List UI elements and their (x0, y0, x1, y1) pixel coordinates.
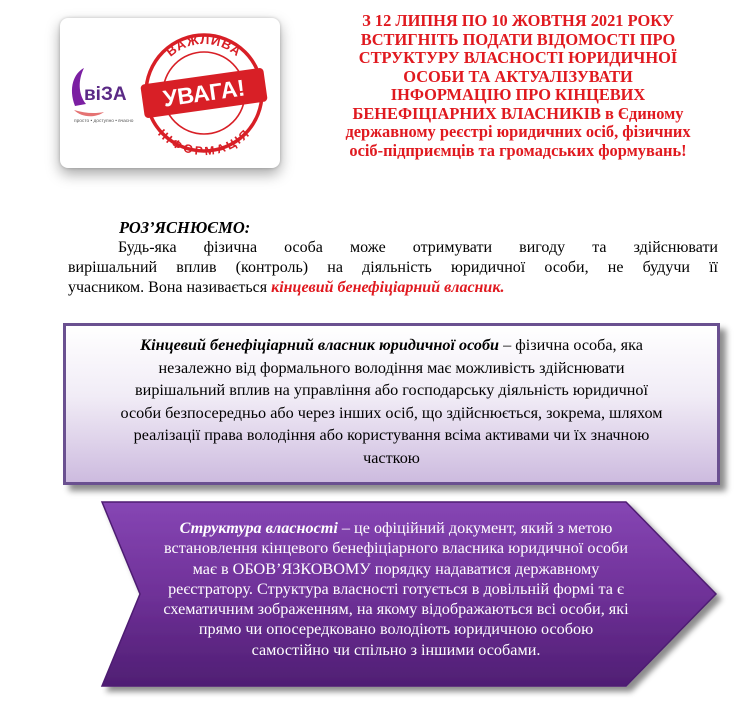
definition-line: незалежно від формального володіння має можливість здійснювати (158, 358, 625, 377)
explain-term: кінцевий бенефіціарний власник. (271, 279, 505, 296)
explain-paragraph (68, 238, 718, 298)
headline-line: СТРУКТУРУ ВЛАСНОСТІ ЮРИДИЧНОЇ (358, 48, 678, 67)
definition-box (63, 323, 720, 485)
viza-wordmark: віЗА (84, 84, 127, 105)
definition-line (66, 334, 717, 357)
viza-underline-icon (74, 110, 104, 116)
attention-stamp (140, 32, 268, 158)
logo-graphic (60, 18, 280, 168)
structure-term: Структура власності (179, 519, 338, 537)
stamp-top-text: ВАЖЛИВА (163, 31, 245, 60)
explain-line3-prefix: учасником. Вона називається (68, 279, 272, 296)
headline-line: ІНФОРМАЦІЮ ПРО КІНЦЕВИХ (390, 85, 646, 104)
structure-line (98, 518, 694, 538)
structure-line1-rest: – це офіційний документ, який з метою (337, 519, 613, 537)
structure-arrow (98, 498, 728, 698)
definition-line: особи безпосередньо або через інших осіб, що здійснюється, зокрема, шляхом (120, 403, 663, 422)
headline-line: державному реєстрі юридичних осіб, фізичних (345, 122, 691, 141)
definition-term: Кінцевий бенефіціарний власник юридичної особи (140, 336, 500, 354)
definition-line: часткою (363, 448, 420, 467)
definition-line: вирішальний вплив на управління або господарську діяльність юридичної (135, 381, 648, 399)
headline-line: ВСТИГНІТЬ ПОДАТИ ВІДОМОСТІ ПРО (360, 29, 676, 49)
structure-line: прямо чи опосередковано володіють юридичною особою (198, 620, 594, 639)
headline-line: осіб-підприємців та громадських формувань! (349, 140, 687, 160)
headline-line: З 12 ЛИПНЯ ПО 10 ЖОВТНЯ 2021 РОКУ (362, 11, 674, 30)
viza-tagline: просто • доступно • вчасно (74, 119, 134, 124)
viza-logo (72, 68, 134, 124)
headline-line: ОСОБИ ТА АКТУАЛІЗУВАТИ (403, 66, 633, 86)
structure-line: встановлення кінцевого бенефіціарного власника юридичної особи (163, 539, 629, 558)
structure-line: реєстратору. Структура власності готується в довільній формі та є (168, 579, 624, 598)
stamp-center-text: УВАГА! (161, 74, 247, 112)
headline-line: БЕНЕФІЦІАРНИХ ВЛАСНИКІВ в Єдиному (352, 103, 684, 123)
explain-line: вирішальний вплив (контроль) на діяльність юридичної особи, не будучи її (68, 259, 718, 276)
logo-card (60, 18, 280, 168)
deadline-headline (298, 12, 738, 160)
structure-line: має в ОБОВ’ЯЗКОВОМУ порядку надаватися державному (192, 559, 600, 578)
structure-line: схематичним зображенням, на якому відображаються всі особи, які (163, 600, 629, 619)
definition-text (66, 334, 717, 469)
explain-line: Будь-яка фізична особа може отримувати вигоду та здійснювати (118, 239, 718, 256)
structure-text (98, 518, 694, 660)
definition-line: реалізації права володіння або користування всіма активами чи їх значною (133, 426, 650, 444)
explain-heading: РОЗ’ЯСНЮЄМО: (119, 218, 251, 237)
stamp-bottom-text: ІНФОРМАЦІЯ (155, 126, 253, 159)
explain-line (68, 278, 718, 298)
definition-line1-rest: – фізична особа, яка (499, 336, 643, 354)
structure-line: самостійно чи спільно з іншими особами. (251, 640, 541, 659)
